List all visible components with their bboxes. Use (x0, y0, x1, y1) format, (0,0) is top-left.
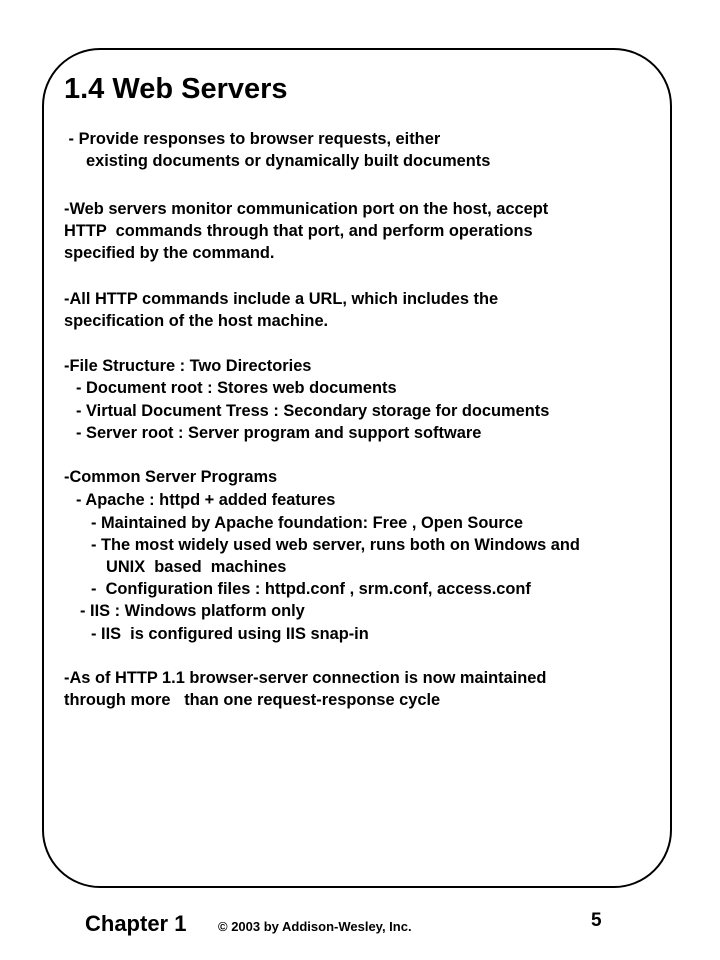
body-line-monitor-port: -Web servers monitor communication port on the host, accept (64, 200, 549, 218)
body-line-specified-by-command: specified by the command. (64, 244, 275, 262)
body-line-http-1-1: -As of HTTP 1.1 browser-server connection is now maintained (64, 669, 547, 687)
body-line-unix-machines: UNIX based machines (106, 558, 287, 576)
body-line-widely-used: - The most widely used web server, runs both on Windows and (91, 536, 580, 554)
body-line-host-machine: specification of the host machine. (64, 312, 329, 330)
body-line-iis-snap-in: - IIS is configured using IIS snap-in (91, 625, 369, 643)
body-line-apache-foundation: - Maintained by Apache foundation: Free , Open Source (91, 514, 523, 532)
body-line-server-root: - Server root : Server program and support software (76, 424, 482, 442)
body-line-http-url: -All HTTP commands include a URL, which includes the (64, 290, 499, 308)
body-line-common-server-programs: -Common Server Programs (64, 468, 278, 486)
footer-copyright: © 2003 by Addison-Wesley, Inc. (218, 919, 412, 934)
body-line-apache: - Apache : httpd + added features (76, 491, 336, 509)
body-line-document-root: - Document root : Stores web documents (76, 379, 397, 397)
slide-title: 1.4 Web Servers (64, 73, 288, 105)
body-line-configuration-files: - Configuration files : httpd.conf , srm.conf, access.conf (91, 580, 531, 598)
body-line-documents: existing documents or dynamically built documents (86, 152, 491, 170)
footer-chapter-label: Chapter 1 (85, 911, 187, 936)
body-line-virtual-document-tress: - Virtual Document Tress : Secondary storage for documents (76, 402, 550, 420)
body-line-provide-responses: - Provide responses to browser requests, either (64, 130, 441, 148)
body-line-http-commands: HTTP commands through that port, and perform operations (64, 222, 533, 240)
body-line-file-structure: -File Structure : Two Directories (64, 357, 312, 375)
body-line-iis: - IIS : Windows platform only (80, 602, 305, 620)
page-number: 5 (591, 910, 602, 931)
body-line-request-response-cycle: through more than one request-response cycle (64, 691, 441, 709)
